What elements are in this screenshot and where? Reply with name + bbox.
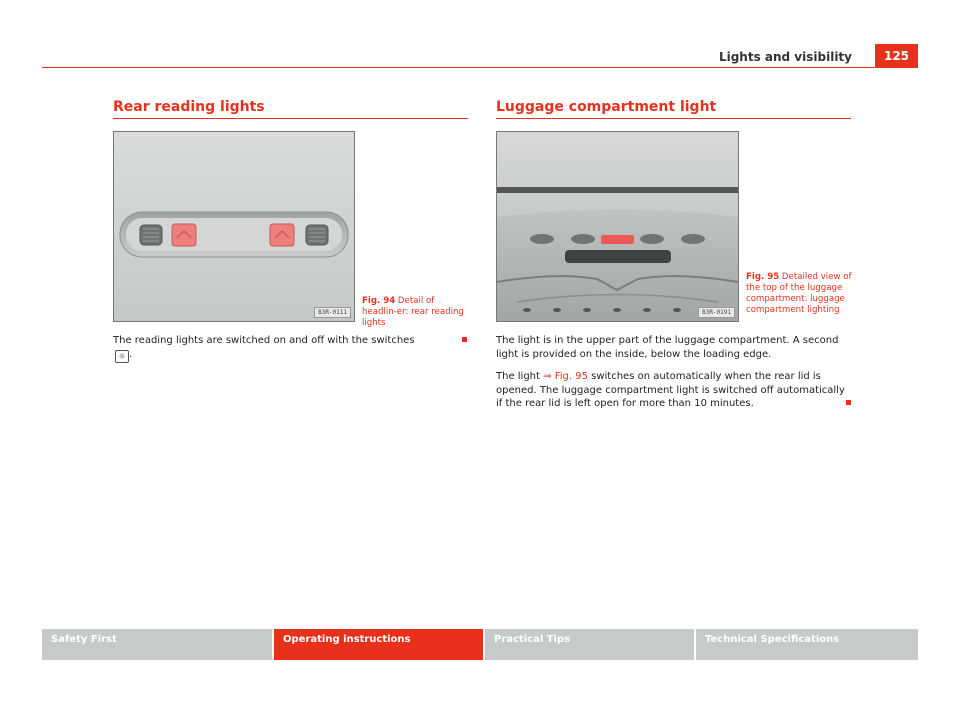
figure-95-caption [746,272,852,316]
reading-light-switch-icon: ☼ [115,350,129,363]
figure-94-image [113,131,355,322]
section-rule-left [113,118,468,119]
nav-tab-operating-instructions[interactable] [274,629,483,660]
figure-95-image [496,131,739,322]
figure-94-caption [362,296,468,329]
section-end-marker [846,400,851,405]
nav-tab-technical-specifications[interactable] [696,629,918,660]
luggage-compartment-illustration [497,132,738,321]
page-number: 125 [875,44,918,68]
section-title-rear-reading-lights: Rear reading lights [113,99,265,115]
luggage-light-paragraph-2 [496,370,854,411]
body-text: The reading lights are switched on and off with the switches [113,335,415,346]
figure-code: B3R-0191 [698,307,735,318]
section-end-marker [462,337,467,342]
nav-tab-practical-tips[interactable] [485,629,694,660]
body-text: switches on automatically when the rear lid is opened. The luggage compartment light is switched off automatically if the rear lid is left open for more than 10 minutes. [496,371,845,409]
body-text-end: . [129,348,133,360]
figure-reference-link[interactable]: ⇒ Fig. 95 [543,371,588,382]
luggage-light-paragraph-1: The light is in the upper part of the luggage compartment. A second light is provided on the inside, below the loading edge. [496,335,839,360]
caption-text: Detail of headlin-er: rear reading lights [362,296,464,328]
figure-code: B3R-0111 [314,307,351,318]
section-title-luggage-light: Luggage compartment light [496,99,717,115]
nav-label: Technical Specifications [705,634,840,645]
headliner-illustration [114,132,354,321]
rear-reading-lights-text [113,334,433,363]
caption-label: Fig. 95 [746,272,780,282]
nav-label: Safety First [51,634,117,645]
section-rule-right [496,118,851,119]
nav-label: Operating instructions [283,634,411,645]
nav-tab-safety-first[interactable] [42,629,272,660]
nav-label: Practical Tips [494,634,571,645]
body-text: The light [496,371,540,382]
caption-text: Detailed view of the top of the luggage compartment: luggage compartment lighting [746,272,852,315]
caption-label: Fig. 94 [362,296,396,306]
header-rule [42,67,918,68]
chapter-title: Lights and visibility [718,50,852,64]
